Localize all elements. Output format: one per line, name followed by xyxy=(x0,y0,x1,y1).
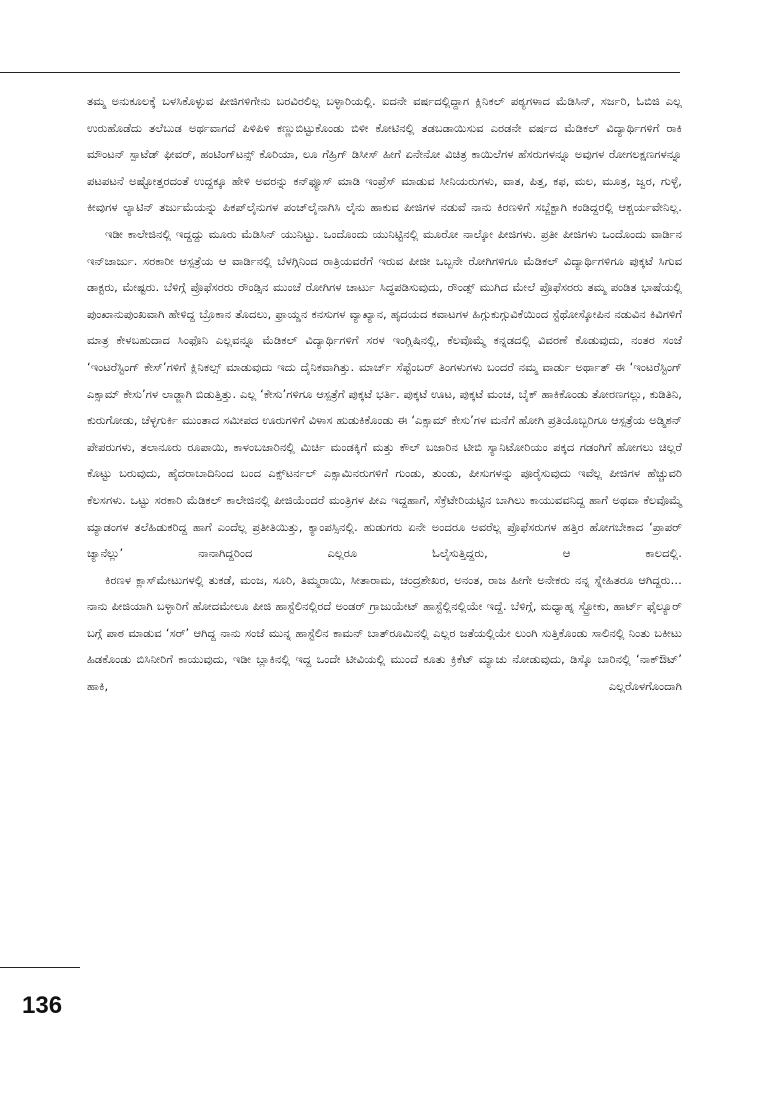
body-text xyxy=(87,88,682,700)
bottom-rule xyxy=(0,967,80,968)
paragraph-1: ತಮ್ಮ ಅನುಕೂಲಕ್ಕೆ ಬಳಸಿಕೊಳ್ಳುವ ಪೀಜಿಗಳಿಗೇನು ಬರವಿರಲಿಲ್ಲ ಬಳ್ಳಾರಿಯಲ್ಲಿ. ಐದನೇ ವರ್ಷದಲ್ಲಿದ್ದಾಗ ಕ್ಲಿನಿಕಲ್ ಪಠ್ಯಗಳಾದ ಮೆಡಿಸಿನ್, ಸರ್ಜರಿ, ಓಬಿಜಿ ಎಲ್ಲ ಉರುಹೊಡೆದು ತಲೆಬುಡ ಅರ್ಥವಾಗದೆ ಪಿಳಿಪಿಳಿ ಕಣ್ಣುಬಿಟ್ಟುಕೊಂಡು ಬಿಳೀ ಕೋಟಿನಲ್ಲಿ ತಡಬಡಾಯಿಸುವ ಎರಡನೇ ವರ್ಷದ ಮೆಡಿಕಲ್ ವಿದ್ಯಾರ್ಥಿಗಳಿಗೆ ರಾಕಿ ಮೌಂಟನ್ ಸ್ಪಾಟೆಡ್ ಫೀವರ್, ಹಂಟಿಂಗ್‌ಟನ್ಸ್ ಕೊರಿಯಾ, ಲೂ ಗೆಹ್ರಿಗ್ ಡಿಸೀಸ್ ಹೀಗೆ ಏನೇನೋ ವಿಚಿತ್ರ ಕಾಯಿಲೆಗಳ ಹೆಸರುಗಳನ್ನೂ ಅವುಗಳ ರೋಗಲಕ್ಷಣಗಳನ್ನೂ ಪಟಪಟನೆ ಅಷ್ಟೋತ್ತರದಂತೆ ಉದ್ದಕ್ಕೂ ಹೇಳಿ ಅವರನ್ನು ಕನ್‌ಫ್ಯೂಸ್ ಮಾಡಿ ಇಂಪ್ರೆಸ್ ಮಾಡುವ ಸೀನಿಯರುಗಳು, ವಾತ, ಪಿತ್ತ, ಕಫ, ಮಲ, ಮೂತ್ರ, ಜ್ವರ, ಗುಳ್ಳೆ, ಕೀವುಗಳ ಲ್ಯಾಟಿನ್ ತರ್ಜುಮೆಯನ್ನು ಪಿಕಪ್‌ಲೈನುಗಳ ಪಂಚ್‌ಲೈನಾಗಿಸಿ ಲೈನು ಹಾಕುವ ಪೀಜಿಗಳ ನಡುವೆ ನಾನು ಕಿರಣಳಿಗೆ ಸಬ್ಜೆಕ್ಟಾಗಿ ಕಂಡಿದ್ದರಲ್ಲಿ ಆಶ್ಚರ್ಯವೇನಿಲ್ಲ. xyxy=(87,94,682,215)
paragraph-2: ಇಡೀ ಕಾಲೇಜಿನಲ್ಲಿ ಇದ್ದದ್ದು ಮೂರು ಮೆಡಿಸಿನ್ ಯುನಿಟ್ಟು. ಒಂದೊಂದು ಯುನಿಟ್ಟಿನಲ್ಲಿ ಮೂರೋ ನಾಲ್ಕೋ ಪೀಜಿಗಳು. ಪ್ರತೀ ಪೀಜಿಗಳು ಒಂದೊಂದು ವಾರ್ಡಿನ ಇನ್‌ಚಾರ್ಜು. ಸರಕಾರೀ ಆಸ್ಪತ್ರೆಯ ಆ ವಾರ್ಡಿನಲ್ಲಿ ಬೆಳಗ್ಗಿನಿಂದ ರಾತ್ರಿಯವರೆಗೆ ಇರುವ ಪೀಜೀ ಒಬ್ಬನೇ ರೋಗಿಗಳಿಗೂ ಮೆಡಿಕಲ್ ವಿದ್ಯಾರ್ಥಿಗಳಿಗೂ ಪುಕ್ಕಟೆ ಸಿಗುವ ಡಾಕ್ಟರು, ಮೇಷ್ಟರು. ಬೆಳಿಗ್ಗೆ ಪ್ರೊಫೆಸರರು ರೌಂಡ್ಸಿನ ಮುಂಚೆ ರೋಗಿಗಳ ಚಾರ್ಟು ಸಿದ್ಧಪಡಿಸುವುದು, ರೌಂಡ್ಸ್ ಮುಗಿದ ಮೇಲೆ ಪ್ರೊಫೆಸರರು ತಮ್ಮ ಪಂಡಿತ ಭಾಷೆಯಲ್ಲಿ ಪುಂಖಾನುಪುಂಖವಾಗಿ ಹೇಳಿದ್ದ ಬ್ರೊಕಾನ ತೊದಲು, ಫ್ರಾಯ್ಡನ ಕನಸುಗಳ ವ್ಯಾಖ್ಯಾನ, ಹೃದಯದ ಕವಾಟಗಳ ಹಿಗ್ಗುಕುಗ್ಗುವಿಕೆಯಿಂದ ಸ್ಟೆಥೋಸ್ಕೋಪಿನ ನಡುವಿನ ಕಿವಿಗಳಿಗೆ ಮಾತ್ರ ಕೇಳಬಹುದಾದ ಸಿಂಫೊನಿ ಎಲ್ಲವನ್ನೂ ಮೆಡಿಕಲ್ ವಿದ್ಯಾರ್ಥಿಗಳಿಗೆ ಸರಳ ಇಂಗ್ಲಿಷಿನಲ್ಲಿ, ಕೆಲವೊಮ್ಮೆ ಕನ್ನಡದಲ್ಲಿ ವಿವರಣೆ ಕೊಡುವುದು, ನಂತರ ಸಂಜೆ ‘ಇಂಟರೆಸ್ಟಿಂಗ್ ಕೇಸ್’ಗಳಿಗೆ ಕ್ಲಿನಿಕಲ್ಸ್ ಮಾಡುವುದು ಇದು ದೈನಿಕವಾಗಿತ್ತು. ಮಾರ್ಚ್ ಸೆಪ್ಟೆಂಬರ್ ತಿಂಗಳುಗಳು ಬಂದರೆ ನಮ್ಮ ವಾರ್ಡು ಅರ್ಥಾತ್ ಈ ‘ಇಂಟರೆಸ್ಟಿಂಗ್ ಎಕ್ಸಾಮ್ ಕೇಸು’ಗಳ ಲಾಡ್ಜಾಗಿ ಬಿಡುತ್ತಿತ್ತು. ಎಲ್ಲ ‘ಕೇಸು’ಗಳಿಗೂ ಆಸ್ಪತ್ರೆಗೆ ಪುಕ್ಕಟೆ ಭರ್ತಿ. ಪುಕ್ಕಟೆ ಊಟ, ಪುಕ್ಕಟೆ ಮಂಚ, ಬೈಕ್ ಹಾಕಿಕೊಂಡು ತೋರಣಗಲ್ಲು, ಕುಡಿತಿನಿ, ಕುರುಗೋಡು, ಚೆಳ್ಳಗುರ್ಕಿ ಮುಂತಾದ ಸಮೀಪದ ಊರುಗಳಿಗೆ ವಿಳಾಸ ಹುಡುಕಿಕೊಂಡು ಈ ‘ಎಕ್ಸಾಮ್ ಕೇಸು’ಗಳ ಮನೆಗೆ ಹೋಗಿ ಪ್ರತಿಯೊಬ್ಬರಿಗೂ ಆಸ್ಪತ್ರೆಯ ಅಡ್ಮಿಶನ್ ಪೇಪರುಗಳು, ತಲಾನೂರು ರೂಪಾಯಿ, ಕಾಳಂಬಜಾರಿನಲ್ಲಿ ಮಿರ್ಚಿ ಮಂಡಕ್ಕಿಗೆ ಮತ್ತು ಕೌಲ್ ಬಜಾರಿನ ಟೀಬಿ ಸ್ಯಾನಿಟೋರಿಯಂ ಪಕ್ಕದ ಗಡಂಗಿಗೆ ಹೋಗಲು ಚಿಲ್ಲರೆ ಕೊಟ್ಟು ಬರುವುದು, ಹೈದರಾಬಾದಿನಿಂದ ಬಂದ ಎಕ್ಸ್‌ಟರ್ನಲ್ ಎಕ್ಸಾಮಿನರುಗಳಿಗೆ ಗುಂಡು, ತುಂಡು, ಪೀಸುಗಳನ್ನು ಪೂರೈಸುವುದು ಇವೆಲ್ಲ ಪೀಜಿಗಳ ಹೆಚ್ಚುವರಿ ಕೆಲಸಗಳು. ಒಟ್ಟು ಸರಕಾರಿ ಮೆಡಿಕಲ್ ಕಾಲೇಜಿನಲ್ಲಿ ಪೀಜಿಯೆಂದರೆ ಮಂತ್ರಿಗಳ ಪೀಎ ಇದ್ದಹಾಗೆ, ಸೆಕ್ರೆಟೇರಿಯಟ್ಟಿನ ಬಾಗಿಲು ಕಾಯುವವನಿದ್ದ ಹಾಗೆ ಅಥವಾ ಕೆಲವೊಮ್ಮೆ ಮ್ಯಾಡಂಗಳ ತಲೆಹಿಡುಕರಿದ್ದ ಹಾಗೆ ಎಂದೆಲ್ಲ ಪ್ರತೀತಿಯಿತ್ತು, ಕ್ಯಾಂಪಸ್ಸಿನಲ್ಲಿ. ಹುಡುಗರು ಏನೇ ಅಂದರೂ ಅವರೆಲ್ಲ ಪ್ರೊಫೆಸರುಗಳ ಹತ್ತಿರ ಹೋಗಬೇಕಾದ ‘ಪ್ರಾಪರ್ ಚ್ಯಾನೆಲ್ಲು’ ನಾನಾಗಿದ್ದರಿಂದ ಎಲ್ಲರೂ ಓಲೈಸುತ್ತಿದ್ದರು, ಆ ಕಾಲದಲ್ಲಿ. xyxy=(87,226,682,561)
top-rule xyxy=(0,72,680,73)
paragraph-3: ಕಿರಣಳ ಕ್ಲಾಸ್‌ಮೇಟುಗಳಲ್ಲಿ ತುಕಡೆ, ಮಂಜ, ಸೂರಿ, ತಿಮ್ಮರಾಯಿ, ಸೀತಾರಾಮ, ಚಂದ್ರಶೇಖರ, ಅನಂತ, ರಾಜ ಹೀಗೇ ಅನೇಕರು ನನ್ನ ಸ್ನೇಹಿತರೂ ಆಗಿದ್ದರು… ನಾನು ಪೀಜಿಯಾಗಿ ಬಳ್ಳಾರಿಗೆ ಹೋದಮೇಲೂ ಪೀಜಿ ಹಾಸ್ಟೆಲಿನಲ್ಲಿರದೆ ಅಂಡರ್ ಗ್ರಾಜುಯೇಟ್ ಹಾಸ್ಟೆಲ್ಲಿನಲ್ಲಿಯೇ ಇದ್ದೆ. ಬೆಳಿಗ್ಗೆ, ಮಧ್ಯಾಹ್ನ ಸ್ಟ್ರೋಕು, ಹಾರ್ಟ್ ಫೈಲ್ಯೂರ್ ಬಗ್ಗೆ ಪಾಠ ಮಾಡುವ ‘ಸರ್’ ಆಗಿದ್ದ ನಾನು ಸಂಜೆ ಮುನ್ನ ಹಾಸ್ಟೆಲಿನ ಕಾಮನ್ ಬಾತ್‌ರೂಮಿನಲ್ಲಿ ಎಲ್ಲರ ಜತೆಯಲ್ಲಿಯೇ ಲುಂಗಿ ಸುತ್ತಿಕೊಂಡು ಸಾಲಿನಲ್ಲಿ ನಿಂತು ಬಕೀಟು ಹಿಡಕೊಂಡು ಬಿಸಿನೀರಿಗೆ ಕಾಯುವುದು, ಇಡೀ ಬ್ಲಾಕಿನಲ್ಲಿ ಇದ್ದ ಒಂದೇ ಟೀವಿಯಲ್ಲಿ ಮುಂದೆ ಕೂತು ಕ್ರಿಕೆಟ್ ಮ್ಯಾಚು ನೋಡುವುದು, ಡಿಸ್ಕೊ ಬಾರಿನಲ್ಲಿ ‘ನಾಕ್‌ಔಟ್’ ಹಾಕಿ, ಎಲ್ಲರೊಳಗೊಂದಾಗಿ xyxy=(87,572,682,694)
page-number: 136 xyxy=(22,992,63,1019)
